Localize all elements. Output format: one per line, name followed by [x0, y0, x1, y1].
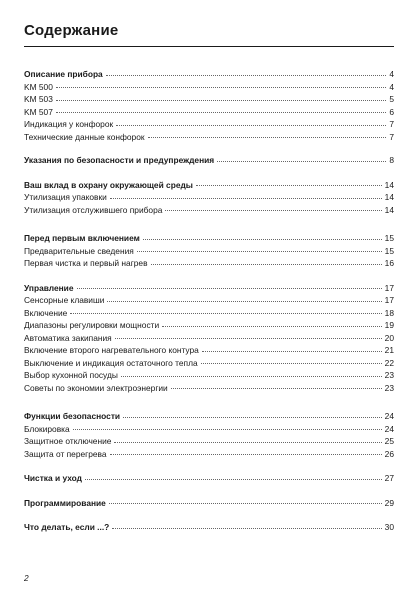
toc-page-number: 18 — [384, 307, 394, 318]
section-spacer — [24, 143, 394, 154]
toc-subentry[interactable] — [24, 369, 394, 382]
toc-section-title: Ваш вклад в охрану окружающей среды — [24, 179, 193, 190]
toc-subentry[interactable] — [24, 344, 394, 357]
toc-section-title: Управление — [24, 282, 74, 293]
toc-page-number: 14 — [384, 179, 394, 190]
toc-subentry[interactable] — [24, 204, 394, 217]
toc-page-number: 21 — [384, 345, 394, 355]
dot-leader — [112, 528, 381, 529]
toc-page-number: 14 — [384, 204, 394, 215]
toc-subentry-title: Первая чистка и первый нагрев — [24, 258, 148, 268]
toc-page-number: 4 — [389, 69, 394, 79]
dot-leader — [77, 288, 382, 289]
toc-page-number: 22 — [384, 357, 394, 368]
toc-subentry-title: Утилизация упаковки — [24, 192, 107, 202]
dot-leader — [148, 137, 387, 138]
toc-page-number: 8 — [389, 155, 394, 165]
dot-leader — [115, 338, 382, 339]
toc-section-title: Функции безопасности — [24, 411, 121, 421]
dot-leader — [165, 210, 381, 211]
toc-page-number: 23 — [384, 382, 394, 393]
toc-section-title: Чистка и уход — [24, 473, 82, 483]
toc-page-number: 15 — [384, 233, 394, 243]
toc-section-title: Перед первым включением — [24, 233, 140, 243]
toc-subentry-title: Утилизация отслужившего прибора — [24, 204, 163, 215]
section-spacer — [24, 216, 394, 232]
dot-leader — [70, 313, 381, 314]
toc-subentry[interactable] — [24, 245, 394, 258]
toc-section-entry[interactable] — [24, 68, 394, 81]
toc-page-number: 24 — [384, 423, 394, 434]
section-spacer — [24, 460, 394, 472]
dot-leader — [162, 326, 382, 327]
toc-page-number: 26 — [384, 448, 394, 459]
dot-leader — [56, 100, 386, 101]
dot-leader — [196, 185, 382, 186]
page-number: 2 — [24, 573, 29, 583]
dot-leader — [73, 429, 382, 430]
toc-subentry[interactable] — [24, 357, 394, 370]
toc-subentry-title: Выбор кухонной посуды — [24, 370, 118, 380]
toc-subentry[interactable] — [24, 257, 394, 270]
toc-subentry-title: Включение — [24, 307, 68, 318]
toc-subentry-title: KM 500 — [24, 81, 53, 92]
dot-leader — [56, 87, 386, 88]
dot-leader — [201, 363, 382, 364]
dot-leader — [85, 479, 382, 480]
section-spacer — [24, 270, 394, 282]
toc-subentry-title: Блокировка — [24, 423, 70, 434]
title-divider — [24, 46, 394, 47]
toc-subentry-title: Диапазоны регулировки мощности — [24, 320, 160, 330]
toc-subentry[interactable] — [24, 294, 394, 307]
toc-subentry[interactable] — [24, 131, 394, 144]
toc-subentry[interactable] — [24, 382, 394, 395]
toc-section-title: Что делать, если ...? — [24, 522, 110, 532]
toc-subentry-title: Сенсорные клавиши — [24, 295, 105, 305]
dot-leader — [107, 301, 381, 302]
section-spacer — [24, 509, 394, 521]
dot-leader — [110, 454, 382, 455]
dot-leader — [56, 112, 386, 113]
toc-page-number: 15 — [384, 245, 394, 256]
toc-subentry-title: Защита от перегрева — [24, 448, 107, 459]
dot-leader — [121, 376, 382, 377]
toc-section-entry[interactable] — [24, 472, 394, 485]
dot-leader — [116, 125, 386, 126]
dot-leader — [114, 442, 381, 443]
toc-subentry-title: Автоматика закипания — [24, 332, 112, 343]
toc-page-number: 30 — [384, 522, 394, 532]
dot-leader — [217, 161, 386, 162]
dot-leader — [202, 351, 382, 352]
toc-page-number: 16 — [384, 258, 394, 268]
dot-leader — [143, 239, 382, 240]
dot-leader — [151, 264, 382, 265]
dot-leader — [137, 251, 382, 252]
toc-page-number: 20 — [384, 332, 394, 343]
toc-subentry-title: Включение второго нагревательного контура — [24, 345, 199, 355]
toc-subentry[interactable] — [24, 191, 394, 204]
dot-leader — [171, 388, 382, 389]
toc-section-entry[interactable] — [24, 521, 394, 534]
toc-subentry[interactable] — [24, 81, 394, 94]
toc-subentry[interactable] — [24, 307, 394, 320]
toc-subentry[interactable] — [24, 319, 394, 332]
toc-section-entry[interactable] — [24, 232, 394, 245]
toc-section-entry[interactable] — [24, 497, 394, 510]
toc-section-entry[interactable] — [24, 282, 394, 295]
toc-subentry[interactable] — [24, 448, 394, 461]
toc-subentry-title: KM 507 — [24, 106, 53, 117]
toc-page-number: 4 — [389, 81, 394, 92]
toc-subentry-title: Индикация у конфорок — [24, 119, 114, 129]
toc-page-number: 17 — [384, 295, 394, 305]
toc-page-number: 25 — [384, 436, 394, 446]
toc-subentry-title: Защитное отключение — [24, 436, 112, 446]
toc-section-entry[interactable] — [24, 154, 394, 167]
toc-page-number: 29 — [384, 497, 394, 508]
toc-page-number: 17 — [384, 282, 394, 293]
page-title: Содержание — [24, 22, 119, 39]
dot-leader — [106, 75, 387, 76]
dot-leader — [110, 198, 382, 199]
toc-subentry[interactable] — [24, 118, 394, 131]
toc-page-number: 23 — [384, 370, 394, 380]
toc-page-number: 7 — [389, 131, 394, 142]
toc-page-number: 7 — [389, 119, 394, 129]
toc-subentry[interactable] — [24, 106, 394, 119]
toc-subentry-title: Предварительные сведения — [24, 245, 134, 256]
toc-page-number: 14 — [384, 192, 394, 202]
toc-page-number: 6 — [389, 106, 394, 117]
dot-leader — [109, 503, 382, 504]
toc-subentry-title: Технические данные конфорок — [24, 131, 145, 142]
toc-section-title: Указания по безопасности и предупреждения — [24, 155, 215, 165]
toc-section-title: Программирование — [24, 497, 106, 508]
toc-subentry[interactable] — [24, 93, 394, 106]
table-of-contents — [24, 68, 394, 534]
toc-page-number: 5 — [389, 94, 394, 104]
toc-page-number: 27 — [384, 473, 394, 483]
toc-section-entry[interactable] — [24, 410, 394, 423]
section-spacer — [24, 485, 394, 497]
section-spacer — [24, 394, 394, 410]
toc-subentry[interactable] — [24, 435, 394, 448]
dot-leader — [123, 417, 382, 418]
toc-subentry-title: Советы по экономии электроэнергии — [24, 382, 168, 393]
toc-subentry[interactable] — [24, 423, 394, 436]
toc-section-entry[interactable] — [24, 179, 394, 192]
section-spacer — [24, 167, 394, 179]
toc-subentry[interactable] — [24, 332, 394, 345]
toc-page-number: 24 — [384, 411, 394, 421]
toc-subentry-title: KM 503 — [24, 94, 53, 104]
toc-section-title: Описание прибора — [24, 69, 103, 79]
toc-page-number: 19 — [384, 320, 394, 330]
toc-subentry-title: Выключение и индикация остаточного тепла — [24, 357, 198, 368]
